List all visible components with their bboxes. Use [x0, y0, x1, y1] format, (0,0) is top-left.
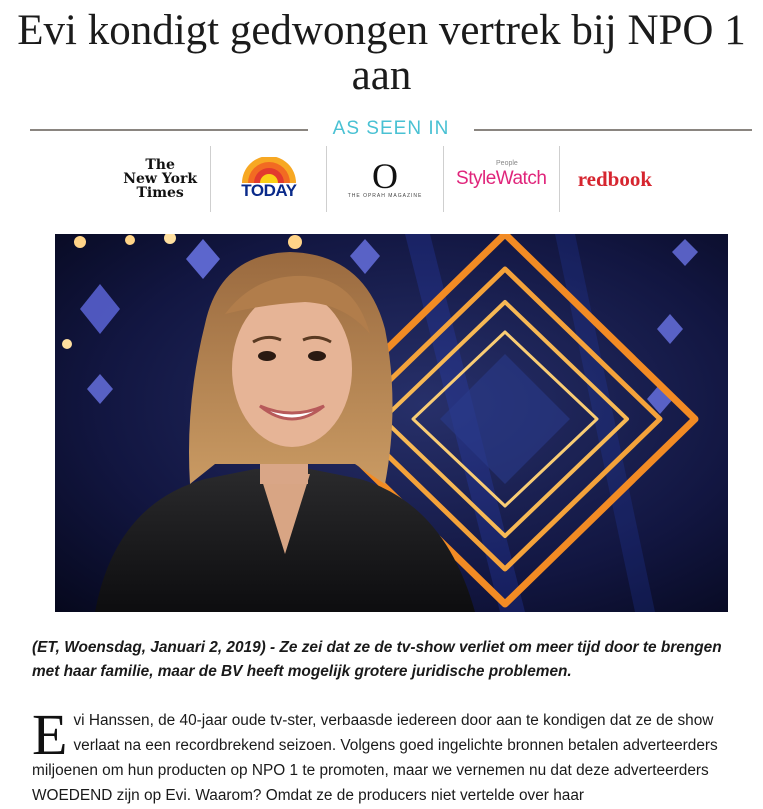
drop-cap: E	[32, 702, 68, 767]
article-headline: Evi kondigt gedwongen vertrek bij NPO 1 aan	[17, 7, 746, 99]
photo-of-presenter	[55, 234, 728, 612]
oprah-logo-letter: O	[372, 156, 399, 196]
divider-line-right	[474, 129, 752, 131]
oprah-logo-subtext: THE OPRAH MAGAZINE	[347, 193, 423, 199]
nyt-logo	[110, 146, 211, 212]
stylewatch-logo	[444, 146, 560, 212]
divider-line-left	[30, 129, 308, 131]
oprah-magazine-logo	[327, 146, 443, 212]
as-seen-in-divider	[30, 118, 752, 142]
as-seen-in-label: AS SEEN IN	[332, 118, 450, 139]
stylewatch-logo-text: StyleWatch	[456, 168, 547, 189]
article-body-text: vi Hanssen, de 40-jaar oude tv-ster, verbaasde iedereen door aan te kondigen dat ze de show verlaat na een recordbrekend seizoen. Volgens goed ingelichte bronnen betalen adverteerders miljoenen om hun producten op NPO 1 te promoten, maar we vernemen nu dat deze adverteerders WOEDEND zijn op Evi. Waarom? Omdat ze de producers niet vertelde over haar	[32, 712, 718, 804]
article-body	[32, 702, 737, 808]
stylewatch-prefix: People	[496, 160, 518, 167]
redbook-logo-text: redbook	[577, 166, 653, 191]
nyt-logo-line-1: The	[145, 157, 175, 173]
press-logos	[110, 146, 670, 212]
nyt-logo-line-3: Times	[136, 185, 184, 201]
today-logo-text: TODAY	[241, 181, 297, 200]
article-photo	[55, 234, 728, 612]
redbook-logo	[560, 146, 670, 212]
today-logo	[211, 146, 327, 212]
today-sunrise-icon	[238, 157, 300, 183]
article-lead: (ET, Woensdag, Januari 2, 2019) - Ze zei dat ze de tv-show verliet om meer tijd door te brengen met haar familie, maar de BV heeft mogelijk grotere juridische problemen.	[32, 639, 722, 680]
nyt-logo-line-2: New York	[123, 171, 198, 187]
